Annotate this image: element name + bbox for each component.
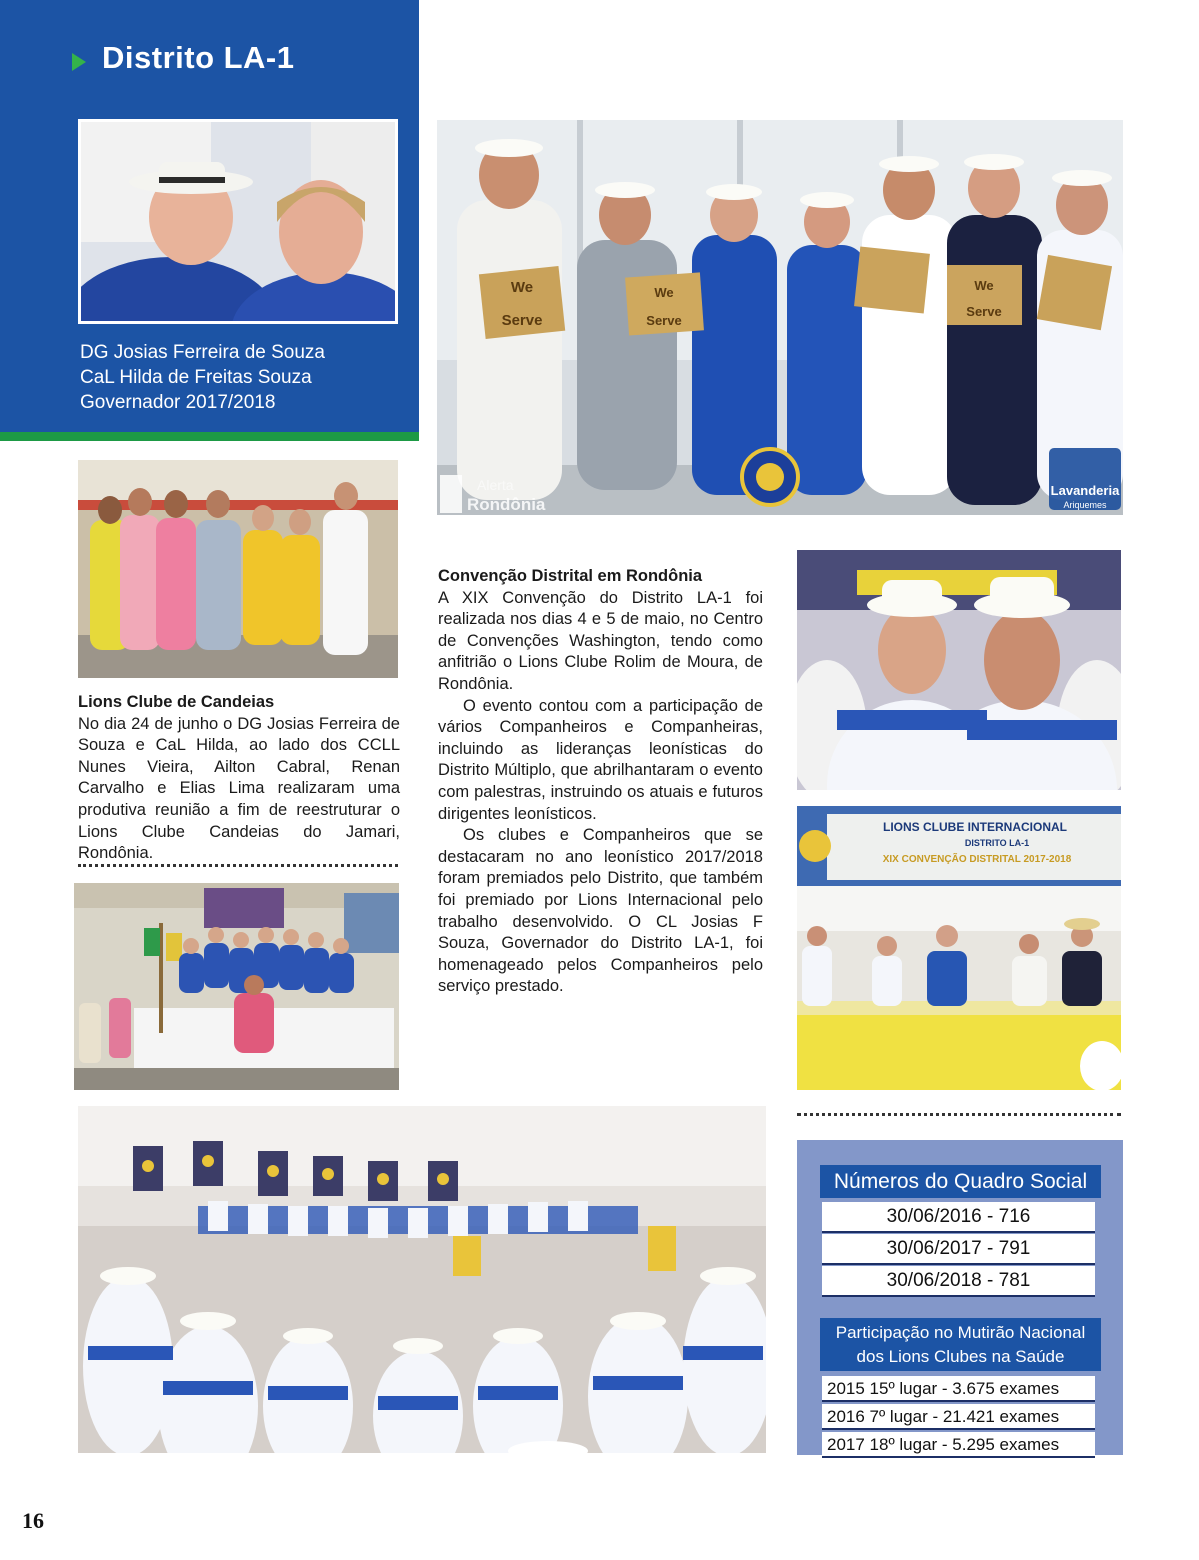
participation-title-line: dos Lions Clubes na Saúde xyxy=(856,1347,1065,1366)
plaque-text: We xyxy=(654,285,674,300)
plaque-text: We xyxy=(974,278,994,293)
candeias-article xyxy=(78,692,400,865)
participation-row: 2017 18º lugar - 5.295 exames xyxy=(822,1432,1095,1458)
header-green-bar xyxy=(0,432,419,441)
dotted-divider xyxy=(78,864,398,867)
photo-club-table xyxy=(74,883,399,1090)
page-title: Distrito LA-1 xyxy=(102,40,295,75)
candeias-paragraph: No dia 24 de junho o DG Josias Ferreira de Souza e CaL Hilda, ao lado dos CCLL Nunes Vieira, Ailton Cabral, Renan Carvalho e Elias Lima realizaram uma produtiva reunião a fim de reestruturar o Lions Clube Candeias do Jamari, Rondônia. xyxy=(78,714,400,863)
watermark-ariquemes: Ariquemes xyxy=(1063,500,1107,510)
caption-line: DG Josias Ferreira de Souza xyxy=(80,342,325,363)
participation-row: 2016 7º lugar - 21.421 exames xyxy=(822,1404,1095,1430)
watermark-alerta: Alerta xyxy=(477,477,514,493)
governor-caption xyxy=(80,340,400,415)
caption-line: CaL Hilda de Freitas Souza xyxy=(80,367,312,388)
photo-stage-banner xyxy=(797,806,1121,1090)
plaque-text: Serve xyxy=(501,312,543,329)
participation-title xyxy=(820,1318,1101,1371)
participation-row: 2015 15º lugar - 3.675 exames xyxy=(822,1376,1095,1402)
convencao-article xyxy=(438,566,763,998)
dotted-divider xyxy=(797,1113,1121,1116)
candeias-heading: Lions Clube de Candeias xyxy=(78,693,275,711)
photo-convention-audience xyxy=(78,1106,766,1453)
stats-row: 30/06/2017 - 791 xyxy=(822,1234,1095,1265)
caption-line: Governador 2017/2018 xyxy=(80,392,276,413)
convencao-heading: Convenção Distrital em Rondônia xyxy=(438,567,703,585)
plaque-text: Serve xyxy=(966,304,1002,319)
banner-line-1: LIONS CLUBE INTERNACIONAL xyxy=(883,820,1067,834)
watermark-lavanderia: Lavanderia xyxy=(1050,483,1120,498)
play-arrow-icon xyxy=(72,53,86,71)
photo-governor-couple xyxy=(78,119,398,324)
photo-we-serve-group xyxy=(437,120,1123,515)
convencao-paragraph-3: Os clubes e Companheiros que se destacaram no ano leonístico 2017/2018 foram premiados pelo Distrito, que também foi premiado por Lions Internacional pelo trabalho desenvolvido. O CL Josias F Souza, Governador do Distrito LA-1, foi homenageado pelos Companheiros pelo serviço prestado. xyxy=(438,826,763,996)
convencao-paragraph-2: O evento contou com a participação de vários Companheiros e Companheiras, incluindo as lideranças leonísticas do Distrito Múltiplo, que abrilhantaram o evento com palestras, instruindo os atuais e futuros dirigentes leonísticos. xyxy=(438,696,763,823)
banner-line-2: DISTRITO LA-1 xyxy=(964,838,1030,848)
photo-candeias-group xyxy=(78,460,398,678)
participation-title-line: Participação no Mutirão Nacional xyxy=(835,1323,1086,1342)
stats-row: 30/06/2018 - 781 xyxy=(822,1266,1095,1297)
stats-row: 30/06/2016 - 716 xyxy=(822,1202,1095,1233)
banner-line-3: XIX CONVENÇÃO DISTRITAL 2017-2018 xyxy=(882,854,1072,865)
convencao-paragraph-1: A XIX Convenção do Distrito LA-1 foi realizada nos dias 4 e 5 de maio, no Centro de Convenções Washington, tendo como anfitrião o Lions Clube Rolim de Moura, de Rondônia. xyxy=(438,588,763,693)
watermark-rondonia: Rondônia xyxy=(467,495,546,514)
plaque-text: Serve xyxy=(646,313,682,328)
stats-title: Números do Quadro Social xyxy=(820,1165,1101,1198)
plaque-text: We xyxy=(510,279,534,296)
photo-couple-hats xyxy=(797,550,1121,790)
stats-panel xyxy=(797,1140,1123,1455)
page-number: 16 xyxy=(22,1508,44,1533)
